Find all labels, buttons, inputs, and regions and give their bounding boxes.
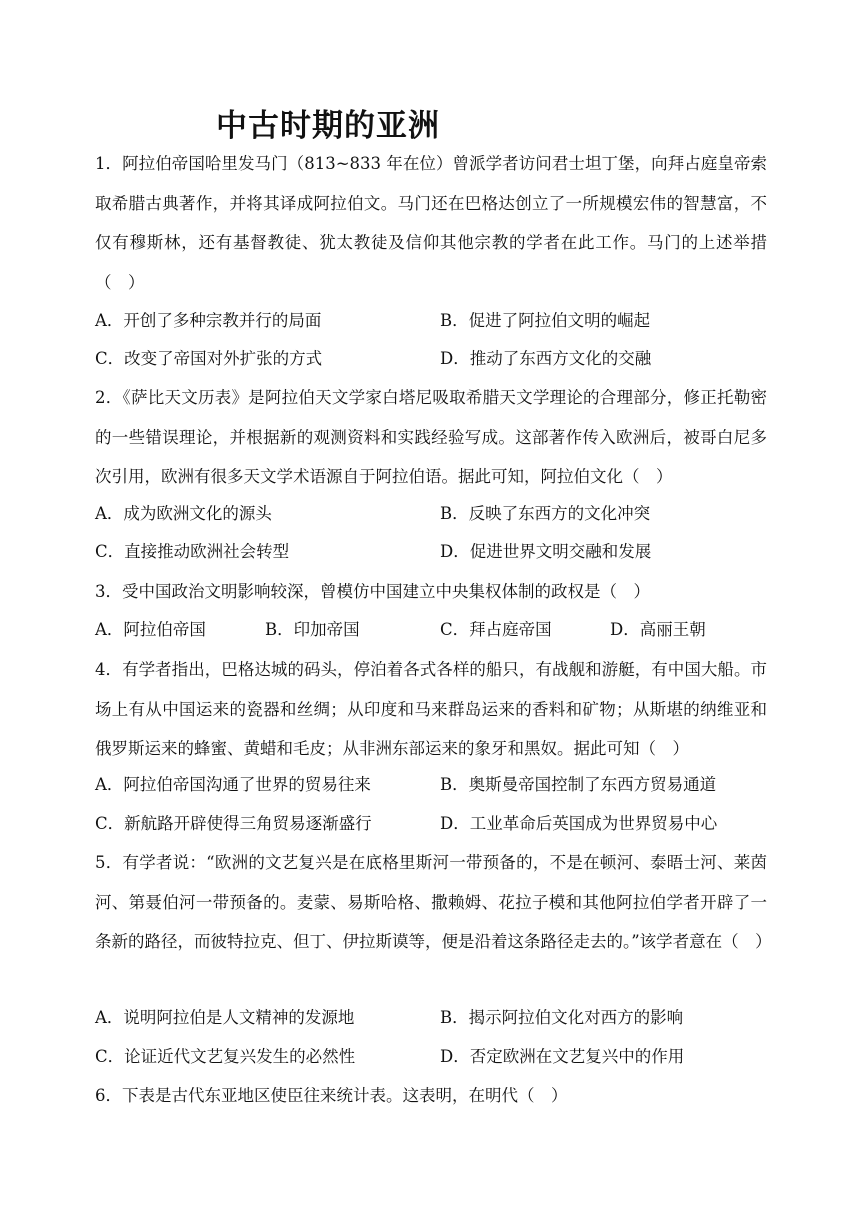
option-b: B．奥斯曼帝国控制了东西方贸易通道: [440, 775, 717, 794]
option-b: B．揭示阿拉伯文化对西方的影响: [440, 1008, 684, 1027]
question-2-stem: 2．《萨比天文历表》是阿拉伯天文学家白塔尼吸取希腊天文学理论的合理部分，修正托勒密的一些错误理论，并根据新的观测资料和实践经验写成。这部著作传入欧洲后，被哥白尼多次引用，欧洲有很多天文学术语源自于阿拉伯语。据此可知，阿拉伯文化（ ）: [95, 388, 767, 486]
question-6-stem: 6．下表是古代东亚地区使臣往来统计表。这表明，在明代（ ）: [95, 1086, 568, 1105]
option-c: C．新航路开辟使得三角贸易逐渐盛行: [95, 814, 372, 833]
question-2-options: [95, 499, 775, 529]
option-a: A．成为欧洲文化的源头: [95, 504, 272, 523]
question-3-options: [95, 615, 775, 645]
option-a: A．开创了多种宗教并行的局面: [95, 311, 322, 330]
question-1-options-2: [95, 344, 775, 374]
question-5-stem: 5．有学者说：“欧洲的文艺复兴是在底格里斯河一带预备的，不是在顿河、泰晤士河、莱茵河、第聂伯河一带预备的。麦蒙、易斯哈格、撒赖姆、花拉子模和其他阿拉伯学者开辟了一条新的路径，而彼特拉克、但丁、伊拉斯谟等，便是沿着这条路径走去的。”该学者意在（ ）: [95, 853, 772, 951]
option-d: D．高丽王朝: [610, 620, 706, 639]
option-b: B．反映了东西方的文化冲突: [440, 504, 651, 523]
question-4-stem: 4．有学者指出，巴格达城的码头，停泊着各式各样的船只，有战舰和游艇，有中国大船。市场上有从中国运来的瓷器和丝绸；从印度和马来群岛运来的香料和矿物；从斯堪的纳维亚和俄罗斯运来的蜂蜜、黄蜡和毛皮；从非洲东部运来的象牙和黑奴。据此可知（ ）: [95, 660, 767, 758]
option-d: D．推动了东西方文化的交融: [440, 349, 652, 368]
option-a: A．阿拉伯帝国沟通了世界的贸易往来: [95, 775, 371, 794]
option-c: C．论证近代文艺复兴发生的必然性: [95, 1047, 356, 1066]
option-d: D．促进世界文明交融和发展: [440, 542, 652, 561]
option-c: C．拜占庭帝国: [440, 620, 552, 639]
question-1-options: [95, 306, 775, 336]
question-2-options-2: [95, 537, 775, 567]
question-5-options: [95, 1003, 775, 1033]
option-a: A．说明阿拉伯是人文精神的发源地: [95, 1008, 355, 1027]
option-a: A．阿拉伯帝国: [95, 620, 206, 639]
page-title: 中古时期的亚洲: [216, 108, 440, 144]
question-4-options: [95, 770, 775, 800]
option-c: C．直接推动欧洲社会转型: [95, 542, 290, 561]
question-4-options-2: [95, 809, 775, 839]
question-5-options-2: [95, 1042, 775, 1072]
question-1-stem: 1．阿拉伯帝国哈里发马门（813~833 年在位）曾派学者访问君士坦丁堡，向拜占庭皇帝索取希腊古典著作，并将其译成阿拉伯文。马门还在巴格达创立了一所规模宏伟的智慧富，不仅有穆斯林，还有基督教徒、犹太教徒及信仰其他宗教的学者在此工作。马门的上述举措（ ）: [95, 154, 767, 292]
option-d: D．工业革命后英国成为世界贸易中心: [440, 814, 718, 833]
option-b: B．印加帝国: [265, 620, 360, 639]
option-b: B．促进了阿拉伯文明的崛起: [440, 311, 651, 330]
question-3-stem: 3．受中国政治文明影响较深，曾模仿中国建立中央集权体制的政权是（ ）: [95, 582, 650, 601]
option-d: D．否定欧洲在文艺复兴中的作用: [440, 1047, 685, 1066]
option-c: C．改变了帝国对外扩张的方式: [95, 349, 323, 368]
